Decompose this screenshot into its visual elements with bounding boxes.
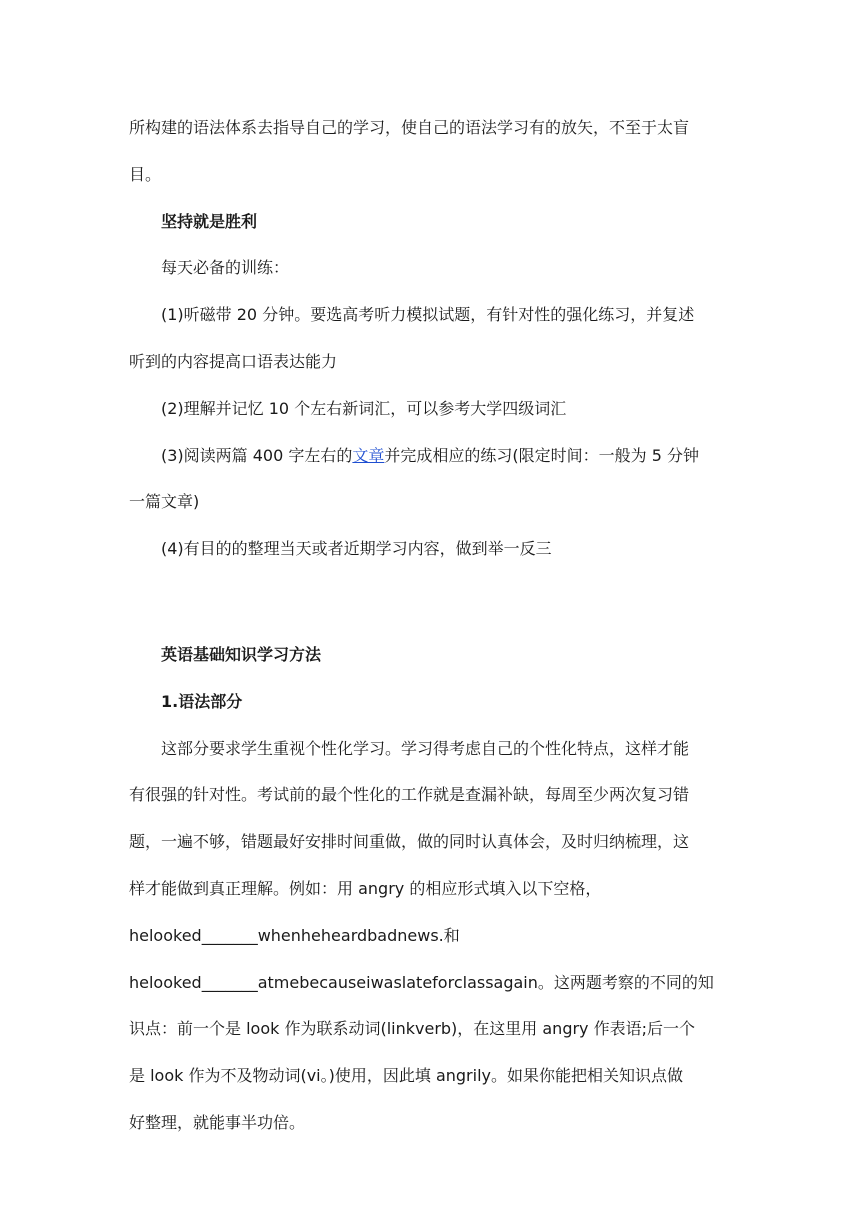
paragraph-line: (1)听磁带 20 分钟。要选高考听力模拟试题，有针对性的强化练习，并复述 — [161, 305, 695, 325]
section-spacer — [129, 580, 732, 639]
text-segment: 并完成相应的练习(限定时间：一般为 5 分钟 — [384, 445, 700, 465]
section-heading: 坚持就是胜利 — [161, 211, 258, 231]
text-segment: (3)阅读两篇 400 字左右的 — [161, 445, 353, 465]
article-link[interactable]: 文章 — [352, 445, 385, 465]
paragraph-line: 是 look 作为不及物动词(vi。)使用，因此填 angrily。如果你能把相关知识点做 — [129, 1066, 683, 1086]
paragraph-line: 识点：前一个是 look 作为联系动词(linkverb)，在这里用 angry 作表语;后一个 — [129, 1019, 696, 1039]
subsection-heading: 1.语法部分 — [161, 691, 243, 711]
paragraph-line: 每天必备的训练： — [161, 258, 290, 278]
paragraph-line: 题，一遍不够，错题最好安排时间重做，做的同时认真体会，及时归纳梳理，这 — [129, 832, 690, 852]
paragraph-line: 听到的内容提高口语表达能力 — [129, 351, 338, 371]
paragraph-line: (2)理解并记忆 10 个左右新词汇，可以参考大学四级词汇 — [161, 398, 567, 418]
section-heading: 英语基础知识学习方法 — [161, 644, 322, 664]
paragraph-line: 这部分要求学生重视个性化学习。学习得考虑自己的个性化特点，这样才能 — [161, 738, 690, 758]
paragraph-line: 好整理，就能事半功倍。 — [129, 1112, 306, 1132]
paragraph-line — [129, 440, 732, 487]
paragraph-line: 一篇文章) — [129, 492, 200, 512]
paragraph-line: 有很强的针对性。考试前的最个性化的工作就是查漏补缺，每周至少两次复习错 — [129, 785, 690, 805]
paragraph-line: helooked_______whenheheardbadnews.和 — [129, 925, 460, 945]
paragraph-line: 目。 — [129, 164, 162, 184]
paragraph-line: helooked_______atmebecauseiwaslateforclassagain。这两题考察的不同的知 — [129, 972, 714, 992]
paragraph-line: 所构建的语法体系去指导自己的学习，使自己的语法学习有的放矢，不至于太盲 — [129, 118, 690, 137]
paragraph-line: (4)有目的的整理当天或者近期学习内容，做到举一反三 — [161, 539, 552, 559]
paragraph-line: 样才能做到真正理解。例如：用 angry 的相应形式填入以下空格， — [129, 878, 602, 898]
